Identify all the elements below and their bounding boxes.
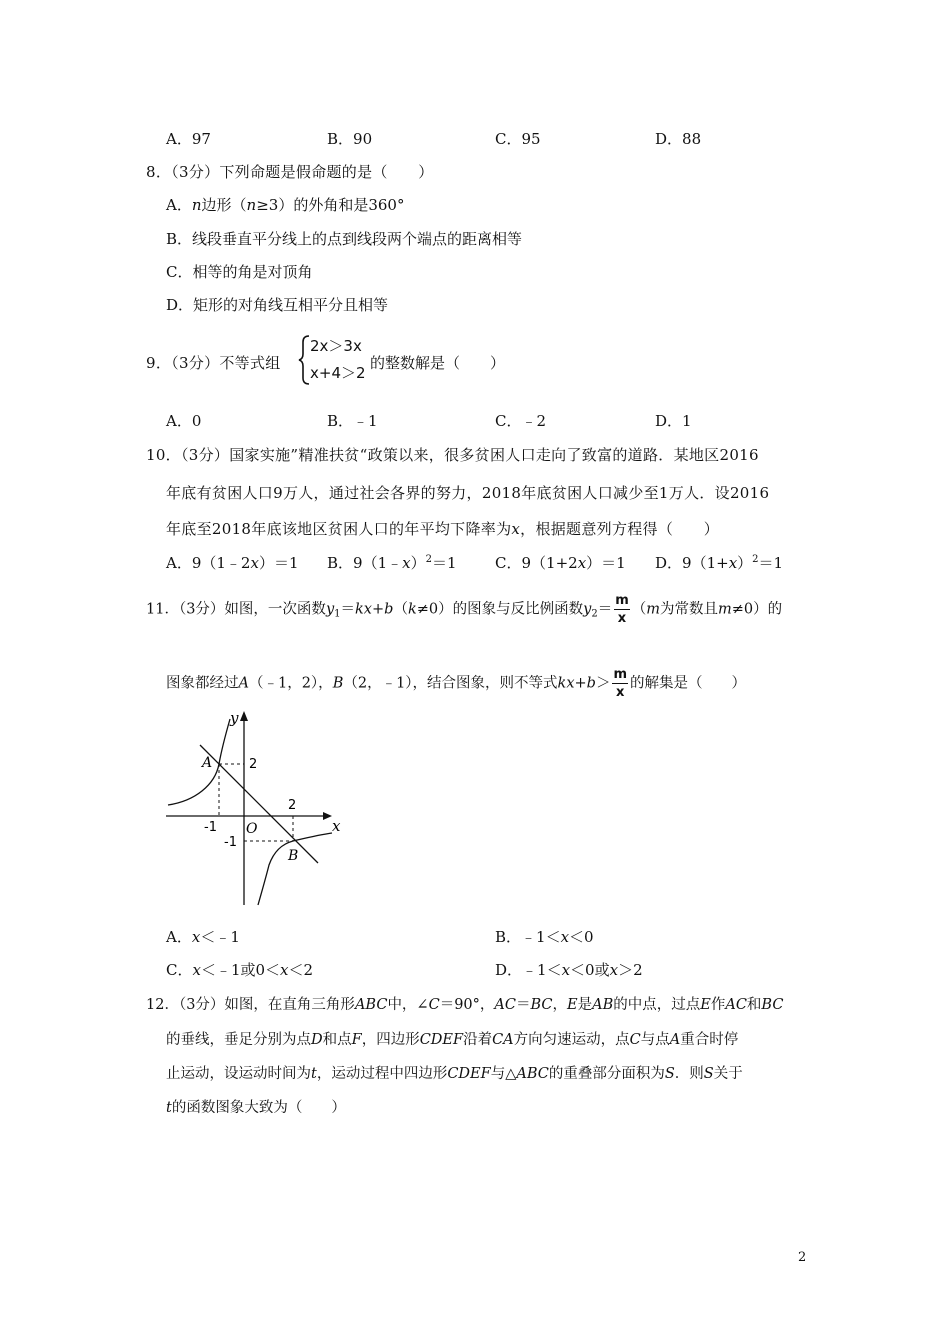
q12-l2-d: 沿着: [463, 1032, 493, 1048]
q7-option-b: B．90: [327, 130, 373, 148]
q12-l1-d: ＝: [515, 997, 531, 1013]
q9-option-d: D．1: [655, 412, 692, 430]
q12-l1-BC: BC: [530, 997, 553, 1013]
q12-l1-ABC: ABC: [354, 997, 388, 1013]
q11-l1-f: ＝: [597, 601, 613, 618]
q11-l1-s1: 1: [334, 608, 341, 620]
q11-l1-c: +: [371, 601, 385, 618]
q11-l2-a: 图象都经过: [166, 675, 239, 692]
q11-option-d: [495, 959, 643, 980]
q12-l1-e: ，: [552, 997, 568, 1013]
q10-option-c: [495, 552, 626, 573]
q11-c-x2: x: [280, 961, 289, 979]
q12-l1-f: 是: [577, 997, 593, 1013]
q12-l3-e: ．则: [674, 1066, 704, 1082]
q12-l2-c: ，四边形: [361, 1032, 420, 1048]
q12-l1-b: 中，∠: [387, 997, 429, 1013]
q11-l1-h: 为常数且: [659, 601, 718, 618]
q11-c-2: ＜﹣1或0＜: [200, 961, 281, 979]
y-axis-arrow: [240, 711, 248, 721]
q12-l2-CDEF: CDEF: [419, 1032, 464, 1048]
q11-l1-k: k: [407, 601, 417, 618]
q10-d-3: ＝1: [758, 554, 784, 572]
q11-a-1: A．: [166, 928, 192, 946]
q11-option-a: [166, 926, 240, 947]
q12-l4-t: t: [166, 1100, 172, 1116]
q11-d-x: x: [561, 961, 571, 979]
q10-d-sup: 2: [752, 554, 759, 565]
linear-function-line: [200, 745, 318, 863]
q11-l1-e: ≠0）的图象与反比例函数: [416, 601, 584, 618]
q12-l1-c: ＝90°，: [439, 997, 495, 1013]
q12-l1-E: E: [567, 997, 578, 1013]
q12-l1-AB: AB: [592, 997, 614, 1013]
q11-option-c: [166, 959, 313, 980]
q8-option-c: C．相等的角是对顶角: [166, 263, 313, 281]
origin-label: O: [246, 821, 258, 837]
q11-function-graph: [160, 705, 350, 910]
q10-l3-b: ，根据题意列方程得（ ）: [520, 520, 720, 538]
q12-l1-AC2: AC: [725, 997, 747, 1013]
q10-b-2: ）: [410, 554, 426, 572]
hyperbola-lower-branch: [258, 833, 332, 905]
q11-frac2-num: m: [613, 667, 628, 682]
q12-l2-D: D: [311, 1032, 323, 1048]
q11-l1-i: ≠0）的: [731, 601, 783, 618]
q9-inequality-1: 2x＞3x: [310, 337, 362, 355]
q8-a-n2: n: [246, 196, 257, 214]
q12-l2-f: 与点: [640, 1032, 670, 1048]
q11-c-x: x: [192, 961, 201, 979]
q11-l1-s2: 2: [591, 608, 598, 620]
q10-d-1: D．9（1+: [655, 554, 729, 572]
q10-line-2: 年底有贫困人口9万人，通过社会各界的努力，2018年底贫困人口减少至1万人．设2016: [166, 484, 770, 502]
q11-d-3: ＞2: [618, 961, 643, 979]
q11-l2-b: （﹣1，2），: [248, 675, 333, 692]
q11-fraction-2: [612, 666, 628, 701]
q8-a-text: 边形（: [201, 196, 247, 214]
q9-stem-pre: 9．（3分）不等式组: [146, 354, 281, 372]
q11-l1-g: （: [631, 601, 647, 618]
point-b-label: B: [288, 848, 299, 864]
q11-l1-y2: y: [583, 601, 592, 618]
q10-line-1: 10．（3分）国家实施”精准扶贫“政策以来，很多贫困人口走向了致富的道路．某地区2016: [146, 446, 759, 464]
y-axis-label: y: [230, 709, 239, 727]
q10-option-b: [327, 552, 457, 573]
q12-l2-CA: CA: [492, 1032, 514, 1048]
q12-l3-ABC: ABC: [516, 1066, 549, 1082]
q11-fraction-1: [614, 592, 630, 627]
q10-a-2: ）＝1: [258, 554, 299, 572]
q11-b-x: x: [560, 928, 570, 946]
q12-l2-C: C: [629, 1032, 641, 1048]
q11-l1-d: （: [393, 601, 408, 618]
q12-l3-f: 关于: [713, 1066, 743, 1082]
q12-l1-AC: AC: [494, 997, 516, 1013]
q12-l3-S2: S: [703, 1066, 714, 1082]
q12-line-1: [146, 993, 783, 1014]
q12-l2-b: 和点: [322, 1032, 352, 1048]
hyperbola-upper-branch: [168, 719, 230, 805]
q11-l1-kx: kx: [355, 601, 372, 618]
q11-l2-c: （2，﹣1），结合图象，则不等式: [343, 675, 558, 692]
q7-option-d: D．88: [655, 130, 702, 148]
q11-l1-m: m: [646, 601, 660, 618]
q9-inequality-system: [298, 334, 368, 386]
q10-d-2: ）: [737, 554, 753, 572]
q11-l2-A: A: [238, 675, 249, 692]
q11-c-3: ＜2: [288, 961, 314, 979]
q8-stem: 8．（3分）下列命题是假命题的是（ ）: [146, 163, 434, 181]
q12-l2-F: F: [351, 1032, 362, 1048]
q11-l1-b: ＝: [340, 601, 356, 618]
q11-c-1: C．: [166, 961, 193, 979]
q12-l1-a: 12．（3分）如图，在直角三角形: [146, 997, 355, 1013]
point-a-label: A: [202, 755, 213, 771]
q12-l1-h: 作: [710, 997, 726, 1013]
q12-l3-c: 与△: [490, 1066, 517, 1082]
tick-label-y2: 2: [249, 757, 258, 772]
q11-l1-y1: y: [325, 601, 335, 618]
q10-c-x: x: [577, 554, 587, 572]
q12-line-2: [166, 1028, 738, 1049]
q9-stem-post: 的整数解是（ ）: [370, 354, 506, 372]
q12-l1-i: 和: [746, 997, 762, 1013]
q12-l3-d: 的重叠部分面积为: [548, 1066, 665, 1082]
q12-l1-C: C: [428, 997, 440, 1013]
q7-option-c: C．95: [495, 130, 541, 148]
q10-option-d: [655, 552, 783, 573]
tick-label-ym1: -1: [224, 835, 237, 850]
q12-line-4: [166, 1096, 346, 1117]
q10-c-1: C．9（1+2: [495, 554, 578, 572]
q10-d-x: x: [728, 554, 738, 572]
q10-a-1: A．9（1﹣2: [166, 554, 251, 572]
q11-l1-bv: b: [384, 601, 394, 618]
q11-l2-bv: b: [586, 675, 596, 692]
q11-line-2: [166, 666, 746, 701]
q8-a-text2: ≥3）的外角和是360°: [256, 196, 405, 214]
q11-l2-f: 的解集是（ ）: [630, 675, 747, 692]
q12-l2-a: 的垂线，垂足分别为点: [166, 1032, 311, 1048]
q8-option-a: [166, 194, 404, 215]
q11-l2-e: ＞: [595, 675, 611, 692]
q7-option-a: A．97: [166, 130, 211, 148]
tick-label-xm1: -1: [204, 820, 217, 835]
q10-l3-x: x: [511, 520, 521, 538]
q11-a-x: x: [191, 928, 201, 946]
q10-b-x: x: [402, 554, 411, 572]
q8-a-n: n: [191, 196, 202, 214]
q11-l1-m2: m: [717, 601, 732, 618]
q11-d-2: ＜0或: [570, 961, 610, 979]
q11-d-1: D．﹣1＜: [495, 961, 562, 979]
q10-option-a: [166, 552, 298, 573]
q11-d-x2: x: [609, 961, 619, 979]
x-axis-label: x: [332, 817, 341, 835]
q10-a-x: x: [250, 554, 259, 572]
q10-c-2: ）＝1: [586, 554, 626, 572]
q12-l2-e: 方向匀速运动，点: [513, 1032, 630, 1048]
q11-l2-B: B: [332, 675, 344, 692]
q12-l3-t: t: [311, 1066, 317, 1082]
q9-inequality-2: x+4＞2: [310, 364, 366, 382]
q12-l2-A: A: [669, 1032, 681, 1048]
q11-frac1-den: x: [617, 611, 627, 626]
q9-option-a: A．0: [166, 412, 202, 430]
q9-option-b: B．﹣1: [327, 412, 378, 430]
q10-b-1: B．9（1﹣: [327, 554, 403, 572]
q11-l1-a: 11．（3分）如图，一次函数: [146, 601, 326, 618]
q10-l3-a: 年底至2018年底该地区贫困人口的年平均下降率为: [166, 520, 512, 538]
q12-l1-E2: E: [700, 997, 711, 1013]
q12-l1-g: 的中点，过点: [613, 997, 701, 1013]
q12-l3-a: 止运动，设运动时间为: [166, 1066, 311, 1082]
q11-line-1: [146, 592, 782, 627]
q12-l2-g: 重合时停: [680, 1032, 739, 1048]
q11-frac2-den: x: [616, 685, 625, 700]
q11-a-2: ＜﹣1: [200, 928, 240, 946]
q12-l3-CDEF: CDEF: [447, 1066, 491, 1082]
q9-option-c: C．﹣2: [495, 412, 547, 430]
q8-option-b: B．线段垂直平分线上的点到线段两个端点的距离相等: [166, 230, 523, 248]
q11-b-2: ＜0: [569, 928, 594, 946]
q11-b-1: B．﹣1＜: [495, 928, 561, 946]
q12-l3-b: ，运动过程中四边形: [316, 1066, 448, 1082]
q8-a-label: A．: [166, 196, 192, 214]
q11-frac1-num: m: [615, 593, 629, 608]
q10-line-3: [166, 518, 719, 539]
q11-l2-d: +: [574, 675, 587, 692]
q10-b-3: ＝1: [431, 554, 457, 572]
q12-line-3: [166, 1062, 743, 1083]
q8-option-d: D．矩形的对角线互相平分且相等: [166, 296, 389, 314]
q12-l4-a: 的函数图象大致为（ ）: [171, 1100, 346, 1116]
q12-l1-BC2: BC: [761, 997, 784, 1013]
q11-option-b: [495, 926, 594, 947]
q10-b-sup: 2: [425, 554, 432, 565]
x-axis-arrow: [323, 812, 332, 820]
q12-l3-S: S: [664, 1066, 675, 1082]
tick-label-x2: 2: [288, 798, 297, 813]
q11-l2-kx: kx: [557, 675, 575, 692]
page-number: 2: [798, 1250, 807, 1265]
